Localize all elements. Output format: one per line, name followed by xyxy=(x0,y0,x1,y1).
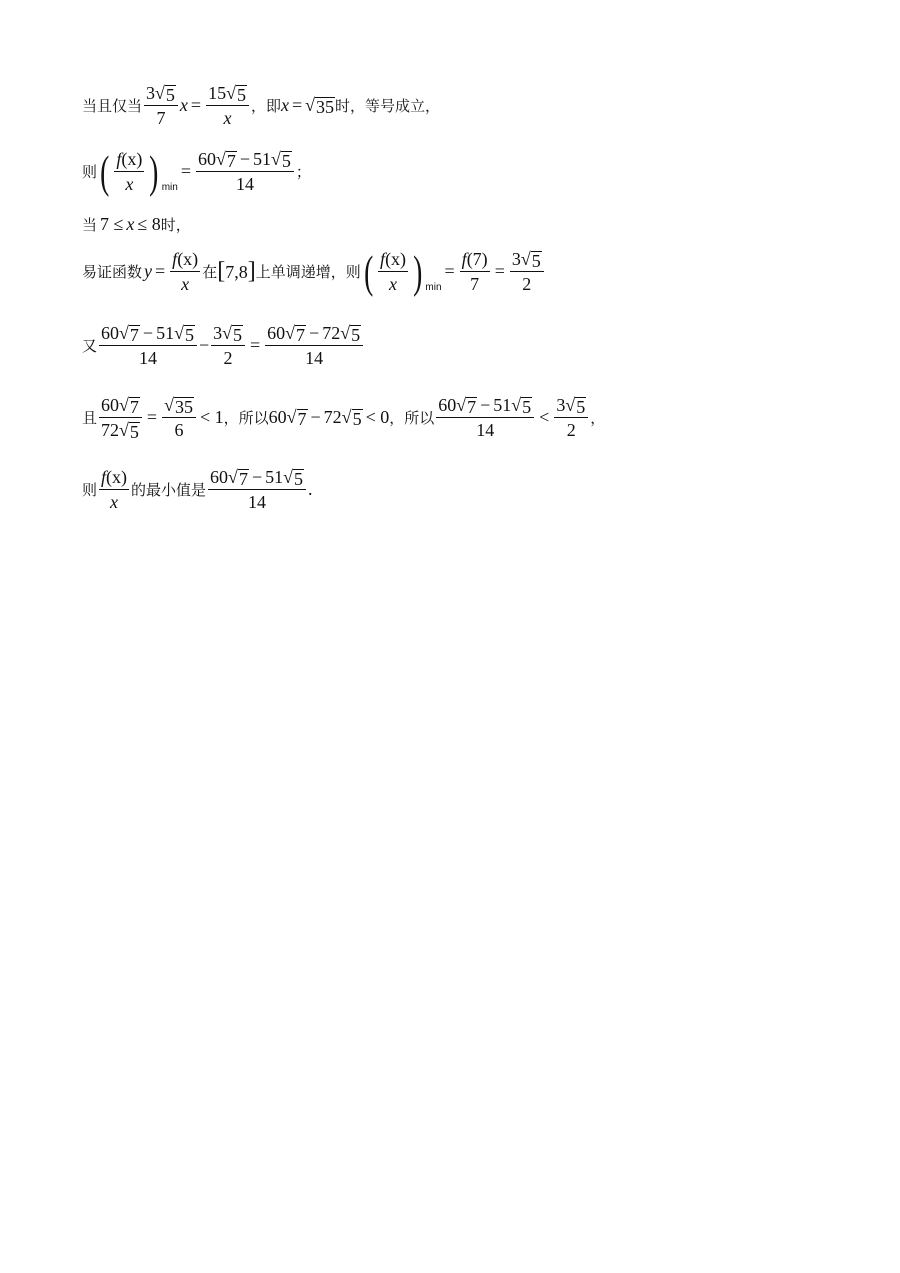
function-arg: (x) xyxy=(385,249,407,269)
coef: 51 xyxy=(265,467,284,487)
text: 则 xyxy=(82,163,98,181)
fraction xyxy=(460,248,490,295)
coef: 72 xyxy=(101,420,120,440)
interval-bounds: 7,8 xyxy=(225,262,248,282)
coef: 72 xyxy=(323,407,342,427)
text: 上单调递增，则 xyxy=(255,263,361,281)
text: 又 xyxy=(82,337,98,355)
denominator: 2 xyxy=(522,274,532,294)
line-equality-condition xyxy=(82,82,440,129)
text: 易证函数 xyxy=(82,263,143,281)
function-arg: (x) xyxy=(106,467,128,487)
punctuation: ； xyxy=(295,163,311,181)
radicand: 7 xyxy=(238,469,248,489)
sqrt: √ 35 xyxy=(305,95,335,117)
line-difference xyxy=(82,322,365,369)
radicand: 5 xyxy=(576,397,586,417)
operator: − xyxy=(310,407,321,427)
text: 则 xyxy=(82,481,98,499)
function-arg: (7) xyxy=(466,249,488,269)
text: 当且仅当 xyxy=(82,97,143,115)
fraction xyxy=(378,248,408,295)
radicand: 5 xyxy=(522,397,532,417)
radicand: 5 xyxy=(531,251,541,271)
radicand: 35 xyxy=(174,397,193,417)
operator: < xyxy=(539,407,550,427)
denominator: 14 xyxy=(138,348,157,368)
operator: = xyxy=(444,261,455,281)
variable: x xyxy=(280,95,289,115)
coef: 3 xyxy=(511,249,521,269)
min-expression: ( $\frac{f(x)}{x}$ ) min xyxy=(100,145,178,197)
fraction: 60 √ 7 − 51 √ 5 14 xyxy=(436,394,534,441)
inequality: < 0 xyxy=(365,407,390,427)
function-name: f xyxy=(380,249,386,269)
numerator-coef: 15 xyxy=(208,83,227,103)
denominator: x xyxy=(110,492,119,512)
denominator: x xyxy=(389,274,398,294)
radicand: 35 xyxy=(316,97,335,117)
text: 在 xyxy=(202,263,218,281)
coef: 60 xyxy=(267,323,286,343)
radicand: 5 xyxy=(293,469,303,489)
fraction: 3 √ 5 7 xyxy=(144,82,178,129)
variable: y xyxy=(144,261,153,281)
operator: = xyxy=(494,261,505,281)
coef: 60 xyxy=(210,467,229,487)
coef: 51 xyxy=(156,323,175,343)
text: ，即 xyxy=(250,97,281,115)
text: 且 xyxy=(82,409,98,427)
text: 的最小值是 xyxy=(131,481,207,499)
fraction xyxy=(99,466,129,513)
denominator: 2 xyxy=(566,420,576,440)
denominator: 2 xyxy=(223,348,233,368)
inequality: 7 ≤ xyxy=(100,214,124,234)
inequality: ≤ 8 xyxy=(137,214,161,234)
line-min-value xyxy=(82,145,311,197)
coef: 60 xyxy=(101,323,120,343)
coef: 72 xyxy=(322,323,341,343)
fraction: √ 35 6 xyxy=(162,394,196,441)
operator: = xyxy=(180,161,191,181)
radicand: 7 xyxy=(296,325,306,345)
fraction: 15 √ 5 x xyxy=(206,82,249,129)
fraction: 3 √ 5 2 xyxy=(554,394,588,441)
numerator-coef: 3 xyxy=(146,83,156,103)
text: 时， xyxy=(160,216,191,234)
radicand: 7 xyxy=(467,397,477,417)
denominator: 6 xyxy=(174,420,184,440)
interval: [7,8] xyxy=(217,258,256,284)
function-arg: (x) xyxy=(121,149,143,169)
denominator: 14 xyxy=(235,174,254,194)
line-monotonic xyxy=(82,245,546,297)
radicand: 7 xyxy=(226,151,236,171)
expression: 60 √ 7 − 72 √ 5 xyxy=(268,407,362,429)
coef: 3 xyxy=(213,323,223,343)
punctuation: ， xyxy=(590,409,606,427)
radicand: 5 xyxy=(184,325,194,345)
punctuation: . xyxy=(307,479,313,499)
denominator: 7 xyxy=(470,274,480,294)
fraction xyxy=(114,148,144,195)
radicand: 5 xyxy=(165,85,175,105)
text: 当 xyxy=(82,216,98,234)
operator: − xyxy=(251,467,263,487)
operator: − xyxy=(239,149,251,169)
coef: 60 xyxy=(197,149,216,169)
function-name: f xyxy=(116,149,122,169)
fraction: 60 √ 7 − 51 √ 5 14 xyxy=(99,322,197,369)
operator: = xyxy=(190,95,202,115)
radicand: 7 xyxy=(129,397,139,417)
min-expression: ( $\frac{f(x)}{x}$ ) min xyxy=(363,245,442,297)
operator: − xyxy=(142,323,154,343)
coef: 60 xyxy=(268,407,287,427)
variable: x xyxy=(126,214,135,234)
fraction: 60 √ 7 72 √ 5 xyxy=(99,394,142,441)
coef: 60 xyxy=(101,395,120,415)
text: 时，等号成立， xyxy=(335,97,441,115)
denominator: 14 xyxy=(476,420,495,440)
line-conclusion xyxy=(82,466,312,513)
line-case-range xyxy=(82,214,191,235)
radicand: 5 xyxy=(281,151,291,171)
radicand: 5 xyxy=(129,422,139,442)
fraction: 3 √ 5 2 xyxy=(510,248,544,295)
function-name: f xyxy=(101,467,107,487)
denominator: 7 xyxy=(156,108,166,128)
line-comparison xyxy=(82,394,605,441)
radicand: 5 xyxy=(351,325,361,345)
radicand: 5 xyxy=(352,409,362,429)
fraction: 60 √ 7 − 51 √ 5 14 xyxy=(196,148,294,195)
variable: x xyxy=(179,95,188,115)
radicand: 7 xyxy=(297,409,307,429)
function-name: f xyxy=(461,249,467,269)
denominator: 14 xyxy=(305,348,324,368)
coef: 51 xyxy=(253,149,272,169)
inequality: < 1 xyxy=(199,407,224,427)
denominator: x xyxy=(125,174,134,194)
text: ，所以 xyxy=(223,409,269,427)
radicand: 5 xyxy=(233,325,242,345)
denominator: x xyxy=(181,274,190,294)
function-name: f xyxy=(172,249,178,269)
fraction: 60 √ 7 − 72 √ 5 14 xyxy=(265,322,363,369)
denominator: x xyxy=(223,108,232,128)
operator: − xyxy=(198,335,210,355)
coef: 60 xyxy=(438,395,457,415)
operator: = xyxy=(146,407,158,427)
function-arg: (x) xyxy=(177,249,199,269)
radicand: 7 xyxy=(129,325,139,345)
subscript: min xyxy=(425,282,442,293)
operator: = xyxy=(250,335,261,355)
subscript: min xyxy=(161,182,178,193)
fraction: 3 √ 5 2 xyxy=(211,322,245,369)
operator: = xyxy=(155,261,166,281)
text: ，所以 xyxy=(389,409,435,427)
coef: 3 xyxy=(556,395,566,415)
operator: − xyxy=(309,323,320,343)
coef: 51 xyxy=(493,395,512,415)
radicand: 5 xyxy=(236,85,246,105)
fraction: 60 √ 7 − 51 √ 5 14 xyxy=(208,466,306,513)
fraction xyxy=(170,248,200,295)
operator: = xyxy=(291,95,303,115)
operator: − xyxy=(480,395,491,415)
denominator: 14 xyxy=(248,492,267,512)
